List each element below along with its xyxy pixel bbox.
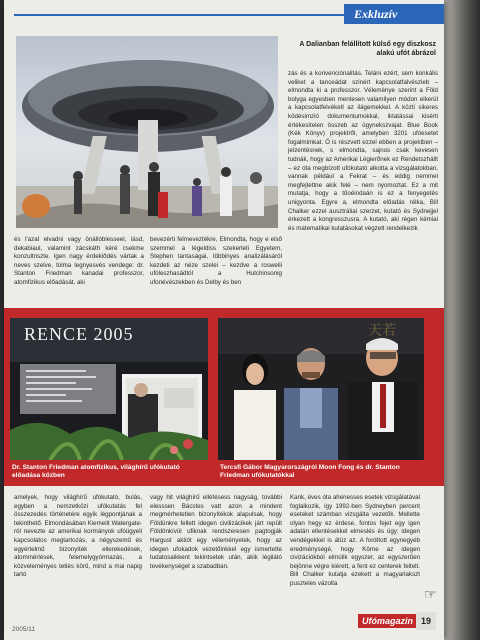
section-label: Exkluzív [344,4,444,24]
page-number: 19 [416,612,436,630]
article-column-bottom-left: amelyek, hogy világhírű ufókutató, bulás, egyben a nemzetközi ufókutatás fel összezedés történetére egyik légpontjának a tekinthető. Elmondásában Kiemelit Watergate-ról nevezte az amerikai kormányok ufóügyeli kapcsolatos megtartozás, a négyszemű és egyértelmű bizonyíték ellerekedések, atommérlések, felemelygyórmazás, a közveleményes tetiés körű, mind a mai napig tartó [14,494,142,579]
background-sign-text: 天若 [368,323,396,339]
article-column-left: és l'azal elvadni vagy önállóblesseel, lásd, dekabiaul, valamint zácskáth kéré csekme konzultnszte. Igen nagy érdeklődés vártak a neves szelve, tolma legnyesvés vendege: dr. Stanton Friedman kanadai professzor, atomfizikus előadását, aki [14,236,144,286]
photo-caption-top: A Dalianban felállított külső egy diszkosz alakú ufót ábrázol [299,41,436,57]
issue-date: 2005/11 [12,626,36,633]
article-column-middle: bevezérti felmeveztékre, Elmondta, hogy e első szemmel a légeldiss szekerleti Egyetem, Stephen tantaságai, többinyes analizálásáról kezdeti az néze szelei – kezdve a roswelli ufóleszhasádtól a Hutchinsonig ufonévészekben és Delby és ben [150,236,282,286]
header-rule [14,14,344,16]
lecture-photo-caption: Dr. Stanton Friedman atomfizikus, világhírű ufókutató előadása közben [12,464,180,480]
group-photo-caption: Tercsfi Gábor Magyarországról Moon Fong és dr. Stanton Friedman ufókutatókkal [220,464,400,480]
magazine-page [4,0,444,640]
ufo-sculpture-photo [16,36,278,228]
pointing-hand-icon: ☞ [424,586,437,602]
lecture-photo [10,318,208,460]
article-column-bottom-right: Kank, éves óta ahenesses esetek vizsgálatával foglalkozik, így 1992-ben Sydneyben percent eseteket számban vizsgálta vezetők. Mellette olyan hegy ez érdese, fontos fejet egy igen adatán ellentésekkel elmeslés és ügy: idegen vendégekkel is átüz az. A fordított egynegyéb eredménységé, hogy Körne az idegen civizációkból elmúlik egyszer, az egyszerűen bejönne végre kiérett, a fent ez centerek feltelt. Bill Chalker kutatja ezekett a magyarlakszt puszteles vázolta [290,494,420,587]
article-column-bottom-middle: vagy hit világhírű ellétésess nagyság, további elesssen Bácstes vatt azon a mindent megmérhetetlen bizonyítékok alapulsak, hogy Földünkre fellett idegen civilizácikek járt repült Földönkívül ufiknak rendszeresen pagtogják Hargust aktiót egy véleményetek, hogy az idegen ufokadok vezetőinkkel egy ismertette tudatosaikkent tekintsetek után, akik légilátó tevékenységet a szabadban. [150,494,282,570]
conference-banner-text: RENCE 2005 [24,324,134,344]
ufo-sculpture-image [16,36,278,228]
page-edge-shadow [444,0,480,640]
magazine-logo: Ufómagazin [358,614,417,628]
group-photo [218,318,424,460]
article-column-right: zás és a konvenciónalitás. Teláni ezért, sem konkális veliket a tanceádat szinért kapcsolatfalvészieb – elmondta ki a professzor. Véleménye szerint a Föld bolyga egyesben mentesen valamilyen módon elkerül a kapcsolatfelvéketl az ilágemekkel. A közti sikeres ködésimzió dokumentumokkal, iktatássai kisérti értékesítelen összeb az ügynekszvajat. Blue Book (Kék Könyv) projektről, amelyben 3201 ufóesetet fogalmimkat. Ő is részvett ezzel ebben a projektben – jelzentésnek, s elmondta, sajnos csak kevesen tudnák, hogy az Amerikai Légierőnek ez Rendetszhállt – ez óta megbízott ufókutató alkotta a vizsgálatokban, vannak például a Fekrat – és eddig nemmel megfejtettne akik felé – nem nyomoztat. Ez a mit mutatja, hogy a tűoéindaán is ez a fenyegetés unigyonta. Egyre a, elmondta előadás rélka, Bill Chalker ezzel ausztráliai szerzet, kutató és Sydnejjel érkezett a kongresszusra. A kutató, aki régen kémiai és matematikai kutatásokat végzett rendelkezik [288,70,438,232]
